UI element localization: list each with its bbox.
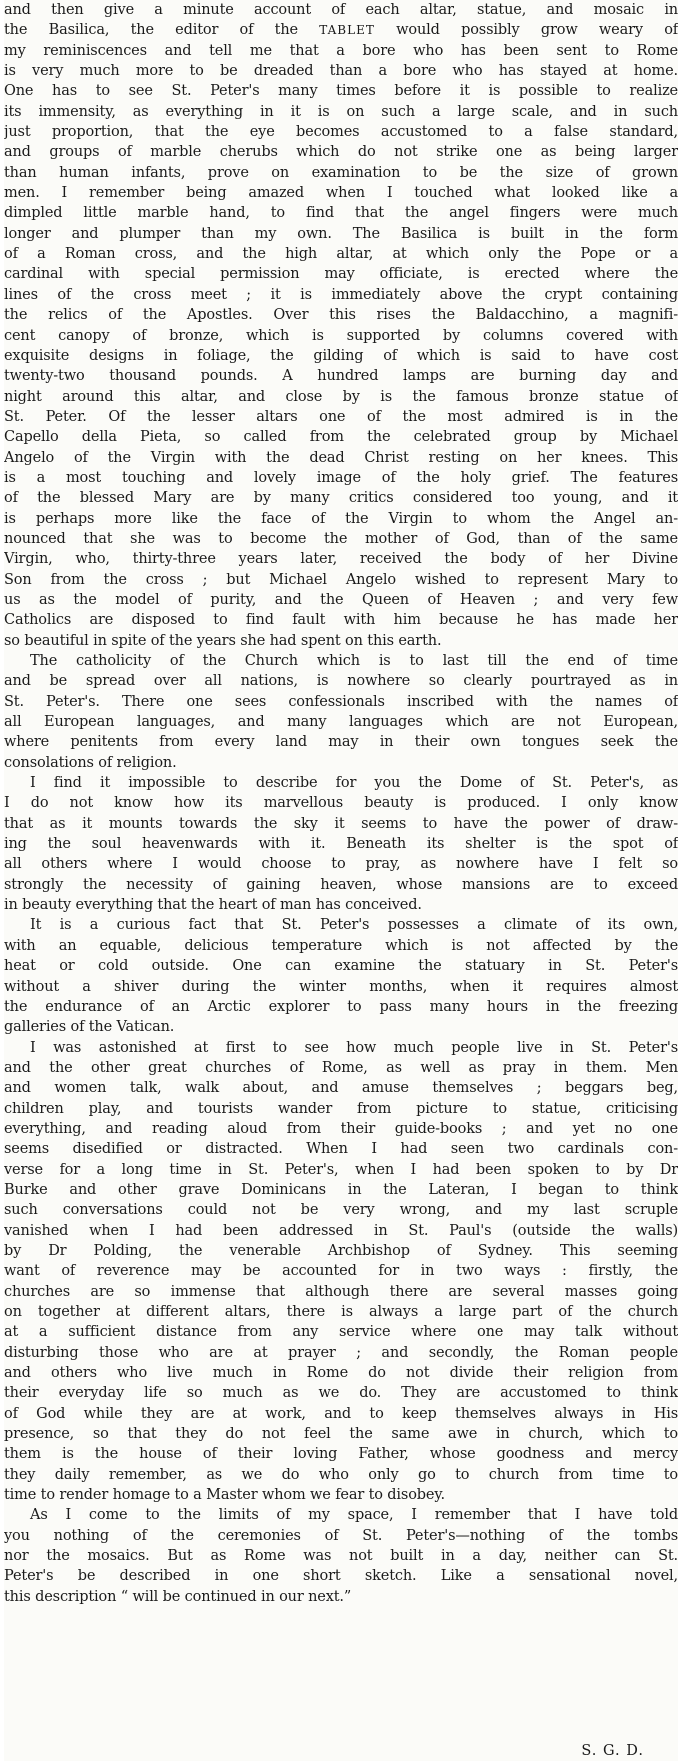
text-line: As I come to the limits of my space, I remember that I have told	[30, 1507, 678, 1524]
text-line: cent canopy of bronze, which is supported by columns covered with	[4, 327, 678, 344]
text-line: this description “ will be continued in our next.”	[4, 1588, 352, 1605]
text-line: you nothing of the ceremonies of St. Peter's—nothing of the tombs	[4, 1527, 678, 1544]
text-line: its immensity, as everything in it is on such a large scale, and in such	[4, 103, 678, 120]
text-line: of the blessed Mary are by many critics considered too young, and it	[4, 490, 678, 507]
text-line: that as it mounts towards the sky it seems to have the power of draw-	[4, 815, 678, 832]
text-line: night around this altar, and close by is the famous bronze statue of	[4, 388, 678, 405]
text-line: It is a curious fact that St. Peter's possesses a climate of its own,	[30, 917, 678, 934]
text-line: and others who live much in Rome do not divide their religion from	[4, 1365, 678, 1382]
text-line: Capello della Pieta, so called from the celebrated group by Michael	[4, 429, 678, 446]
article-paragraph	[4, 0, 678, 651]
text-line: I find it impossible to describe for you the Dome of St. Peter's, as	[30, 775, 678, 792]
text-line: the Basilica, the editor of the TABLET would possibly grow weary of	[4, 22, 678, 39]
text-line: than human infants, prove on examination to be the size of grown	[4, 164, 678, 181]
text-line: presence, so that they do not feel the same awe in church, which to	[4, 1426, 678, 1443]
article-paragraph	[4, 915, 678, 1037]
author-signature: S. G. D.	[581, 1743, 644, 1759]
text-line: ing the soul heavenwards with it. Beneath its shelter is the spot of	[4, 836, 678, 853]
text-line: with an equable, delicious temperature which is not affected by the	[4, 937, 678, 954]
text-line: and groups of marble cherubs which do not strike one as being larger	[4, 144, 678, 161]
text-line: Virgin, who, thirty-three years later, received the body of her Divine	[4, 551, 678, 568]
text-line: all others where I would choose to pray, as nowhere have I felt so	[4, 856, 678, 873]
text-line: I do not know how its marvellous beauty is produced. I only know	[4, 795, 678, 812]
text-line: and be spread over all nations, is nowhere so clearly pourtrayed as in	[4, 673, 678, 690]
text-line: nor the mosaics. But as Rome was not built in a day, neither can St.	[4, 1548, 678, 1565]
text-line: galleries of the Vatican.	[4, 1019, 175, 1036]
text-line: is a most touching and lovely image of the holy grief. The features	[4, 469, 678, 486]
text-line: by Dr Polding, the venerable Archbishop of Sydney. This seeming	[4, 1242, 678, 1259]
text-line: strongly the necessity of gaining heaven, whose mansions are to exceed	[4, 876, 678, 893]
text-line: churches are so immense that although there are several masses going	[4, 1283, 678, 1300]
article-paragraph	[4, 1038, 678, 1506]
text-line: longer and plumper than my own. The Basilica is built in the form	[4, 225, 678, 242]
text-line: their everyday life so much as we do. They are accustomed to think	[4, 1385, 678, 1402]
text-line: twenty-two thousand pounds. A hundred lamps are burning day and	[4, 368, 678, 385]
text-line: so beautiful in spite of the years she had spent on this earth.	[4, 632, 442, 649]
text-line: at a sufficient distance from any service where one may talk without	[4, 1324, 678, 1341]
text-line: consolations of religion.	[4, 754, 177, 771]
text-line: of a Roman cross, and the high altar, at which only the Pope or a	[4, 246, 678, 263]
text-line: the relics of the Apostles. Over this rises the Baldacchino, a magnifi-	[4, 307, 678, 324]
text-line: vanished when I had been addressed in St. Paul's (outside the walls)	[4, 1222, 678, 1239]
text-line: Angelo of the Virgin with the dead Christ resting on her knees. This	[4, 449, 678, 466]
journal-name: TABLET	[319, 23, 375, 38]
article-body	[4, 0, 678, 1607]
text-line: One has to see St. Peter's many times before it is possible to realize	[4, 83, 678, 100]
article-paragraph	[4, 773, 678, 915]
text-line: without a shiver during the winter months, when it requires almost	[4, 978, 678, 995]
text-line: all European languages, and many languages which are not European,	[4, 714, 678, 731]
text-line: Burke and other grave Dominicans in the Lateran, I began to think	[4, 1181, 678, 1198]
text-line: I was astonished at first to see how much people live in St. Peter's	[30, 1039, 678, 1056]
text-line: want of reverence may be accounted for in two ways : firstly, the	[4, 1263, 678, 1280]
text-line: lines of the cross meet ; it is immediately above the crypt containing	[4, 286, 678, 303]
text-line: and the other great churches of Rome, as well as pray in them. Men	[4, 1059, 678, 1076]
text-line: children play, and tourists wander from picture to statue, criticising	[4, 1100, 678, 1117]
text-line: the endurance of an Arctic explorer to pass many hours in the freezing	[4, 998, 678, 1015]
text-line: everything, and reading aloud from their guide-books ; and yet no one	[4, 1120, 678, 1137]
text-line: on together at different altars, there is always a large part of the church	[4, 1304, 678, 1320]
article-paragraph	[4, 1505, 678, 1607]
text-line: my reminiscences and tell me that a bore who has been sent to Rome	[4, 42, 678, 59]
text-line: exquisite designs in foliage, the gilding of which is said to have cost	[4, 347, 678, 364]
text-line: Son from the cross ; but Michael Angelo wished to represent Mary to	[4, 571, 678, 588]
text-line: verse for a long time in St. Peter's, when I had been spoken to by Dr	[4, 1161, 678, 1178]
text-line: and then give a minute account of each altar, statue, and mosaic in	[4, 2, 678, 18]
text-line: and women talk, walk about, and amuse themselves ; beggars beg,	[4, 1080, 678, 1097]
newspaper-article-page	[4, 0, 678, 1761]
text-line: they daily remember, as we do who only go to church from time to	[4, 1466, 678, 1483]
text-line: heat or cold outside. One can examine the statuary in St. Peter's	[4, 958, 678, 975]
text-line: men. I remember being amazed when I touched what looked like a	[4, 185, 678, 202]
text-line: The catholicity of the Church which is to last till the end of time	[30, 653, 678, 669]
text-line: is perhaps more like the face of the Virgin to whom the Angel an-	[4, 510, 678, 527]
text-line: time to render homage to a Master whom we fear to disobey.	[4, 1487, 445, 1504]
text-line: dimpled little marble hand, to find that the angel fingers were much	[4, 205, 678, 222]
text-line: just proportion, that the eye becomes accustomed to a false standard,	[4, 124, 678, 141]
text-line: cardinal with special permission may officiate, is erected where the	[4, 266, 678, 283]
text-line: in beauty everything that the heart of man has conceived.	[4, 897, 422, 914]
text-line: them is the house of their loving Father, whose goodness and mercy	[4, 1446, 678, 1463]
text-line: Peter's be described in one short sketch. Like a sensational novel,	[4, 1568, 678, 1585]
text-line: nounced that she was to become the mother of God, than of the same	[4, 530, 678, 547]
text-line: St. Peter's. There one sees confessionals inscribed with the names of	[4, 693, 678, 710]
article-paragraph	[4, 651, 678, 773]
text-line: Catholics are disposed to find fault with him because he has made her	[4, 612, 678, 629]
text-line: where penitents from every land may in their own tongues seek the	[4, 734, 678, 751]
text-line: St. Peter. Of the lesser altars one of the most admired is in the	[4, 408, 678, 425]
text-line: us as the model of purity, and the Queen of Heaven ; and very few	[4, 591, 678, 608]
text-line: of God while they are at work, and to keep themselves always in His	[4, 1405, 678, 1422]
text-line: such conversations could not be very wrong, and my last scruple	[4, 1202, 678, 1219]
text-line: is very much more to be dreaded than a bore who has stayed at home.	[4, 63, 678, 80]
text-line: disturbing those who are at prayer ; and secondly, the Roman people	[4, 1344, 678, 1361]
text-line: seems disedified or distracted. When I had seen two cardinals con-	[4, 1141, 678, 1158]
